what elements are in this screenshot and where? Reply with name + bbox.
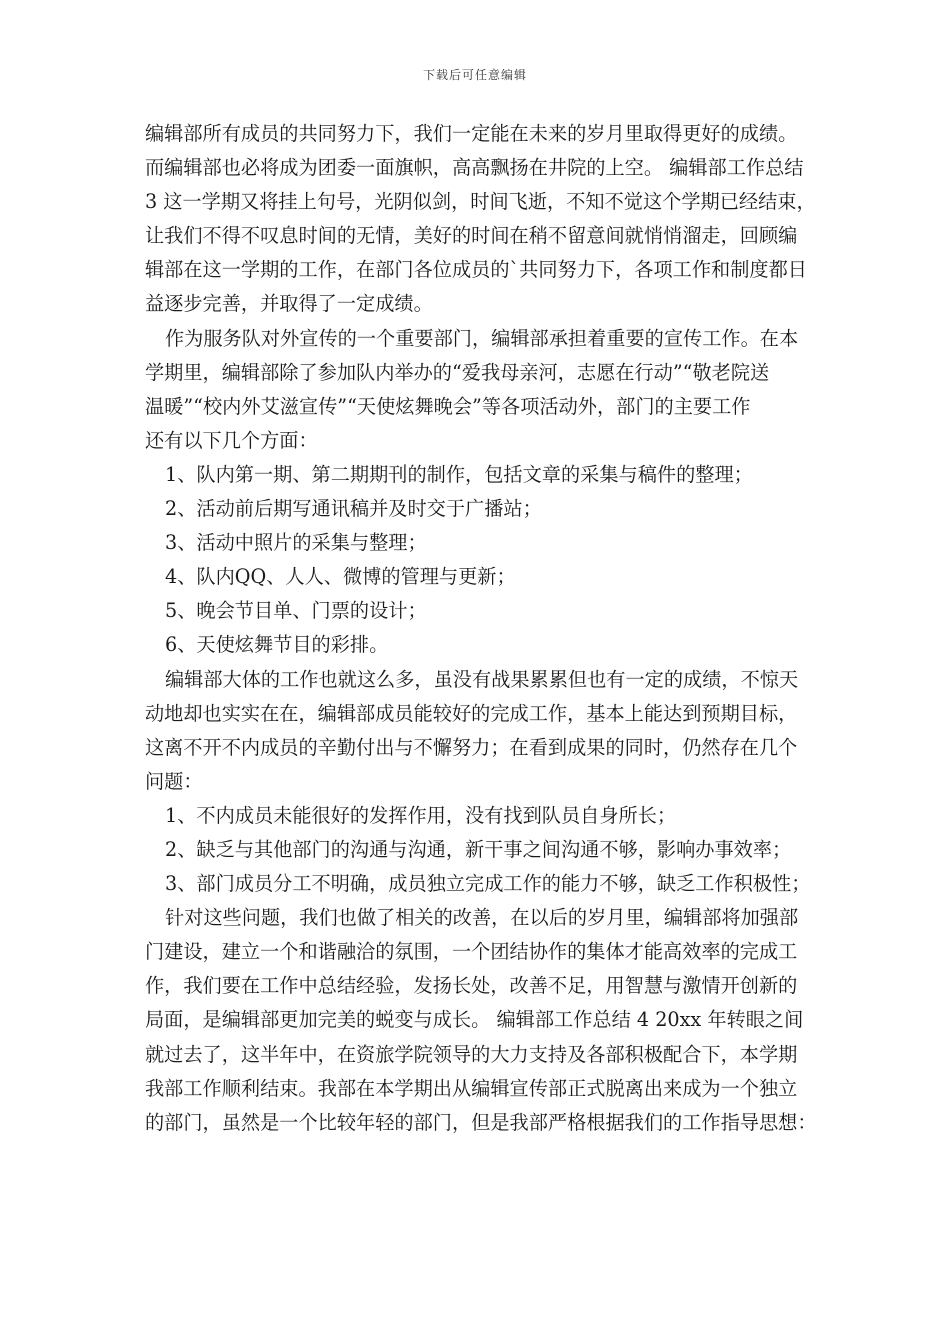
text-line: 就过去了，这半年中，在资旅学院领导的大力支持及各部积极配合下，本学期 bbox=[145, 1042, 798, 1066]
text-line: 3、活动中照片的采集与整理； bbox=[165, 531, 427, 555]
text-line: 针对这些问题，我们也做了相关的改善，在以后的岁月里，编辑部将加强部 bbox=[165, 906, 799, 930]
text-line: 动地却也实实在在，编辑部成员能较好的完成工作，基本上能达到预期目标， bbox=[145, 701, 798, 725]
text-line: 4、队内QQ、人人、微博的管理与更新； bbox=[165, 565, 516, 589]
text-line: 还有以下几个方面： bbox=[145, 428, 318, 452]
text-line: 辑部在这一学期的工作，在部门各位成员的`共同努力下，各项工作和制度都日 bbox=[145, 258, 807, 282]
text-line: 编辑部大体的工作也就这么多，虽没有战果累累但也有一定的成绩，不惊天 bbox=[165, 667, 799, 691]
text-line: 2、缺乏与其他部门的沟通与沟通，新干事之间沟通不够，影响办事效率； bbox=[165, 837, 792, 861]
text-line: 问题： bbox=[145, 769, 203, 793]
text-line: 5、晚会节目单、门票的设计； bbox=[165, 599, 427, 623]
text-line: 的部门，虽然是一个比较年轻的部门，但是我部严格根据我们的工作指导思想： bbox=[145, 1110, 817, 1134]
text-line: 6、天使炫舞节目的彩排。 bbox=[165, 633, 389, 657]
text-line: 2、活动前后期写通讯稿并及时交于广播站； bbox=[165, 497, 542, 521]
text-line: 我部工作顺利结束。我部在本学期出从编辑宣传部正式脱离出来成为一个独立 bbox=[145, 1076, 798, 1100]
text-line: 让我们不得不叹息时间的无情，美好的时间在稍不留意间就悄悄溜走，回顾编 bbox=[145, 224, 798, 248]
document-body bbox=[145, 117, 821, 1140]
text-line: 这离不开不内成员的辛勤付出与不懈努力；在看到成果的同时，仍然存在几个 bbox=[145, 735, 798, 759]
text-line: 3 这一学期又将挂上句号，光阴似剑，时间飞逝，不知不觉这个学期已经结束， bbox=[145, 190, 816, 214]
text-line: 温暖”“校内外艾滋宣传”“天使炫舞晚会”等各项活动外，部门的主要工作 bbox=[145, 394, 751, 418]
text-line: 编辑部所有成员的共同努力下，我们一定能在未来的岁月里取得更好的成绩。 bbox=[145, 122, 798, 145]
text-line: 1、队内第一期、第二期期刊的制作，包括文章的采集与稿件的整理； bbox=[165, 462, 753, 486]
text-line: 1、不内成员未能很好的发挥作用，没有找到队员自身所长； bbox=[165, 803, 677, 827]
text-line: 作为服务队对外宣传的一个重要部门，编辑部承担着重要的宣传工作。在本 bbox=[165, 326, 799, 350]
text-line: 作，我们要在工作中总结经验，发扬长处，改善不足，用智慧与激情开创新的 bbox=[145, 974, 798, 998]
text-line: 局面，是编辑部更加完美的蜕变与成长。 编辑部工作总结 4 20xx 年转眼之间 bbox=[145, 1008, 804, 1032]
text-line: 而编辑部也必将成为团委一面旗帜，高高飘扬在井院的上空。 编辑部工作总结 bbox=[145, 156, 804, 180]
text-line: 门建设，建立一个和谐融洽的氛围，一个团结协作的集体才能高效率的完成工 bbox=[145, 940, 798, 964]
page-header-note: 下载后可任意编辑 bbox=[422, 68, 527, 82]
text-line: 3、部门成员分工不明确，成员独立完成工作的能力不够，缺乏工作积极性； bbox=[165, 872, 811, 896]
text-line: 益逐步完善，并取得了一定成绩。 bbox=[145, 292, 433, 316]
text-line: 学期里，编辑部除了参加队内举办的“爱我母亲河，志愿在行动”“敬老院送 bbox=[145, 360, 770, 384]
